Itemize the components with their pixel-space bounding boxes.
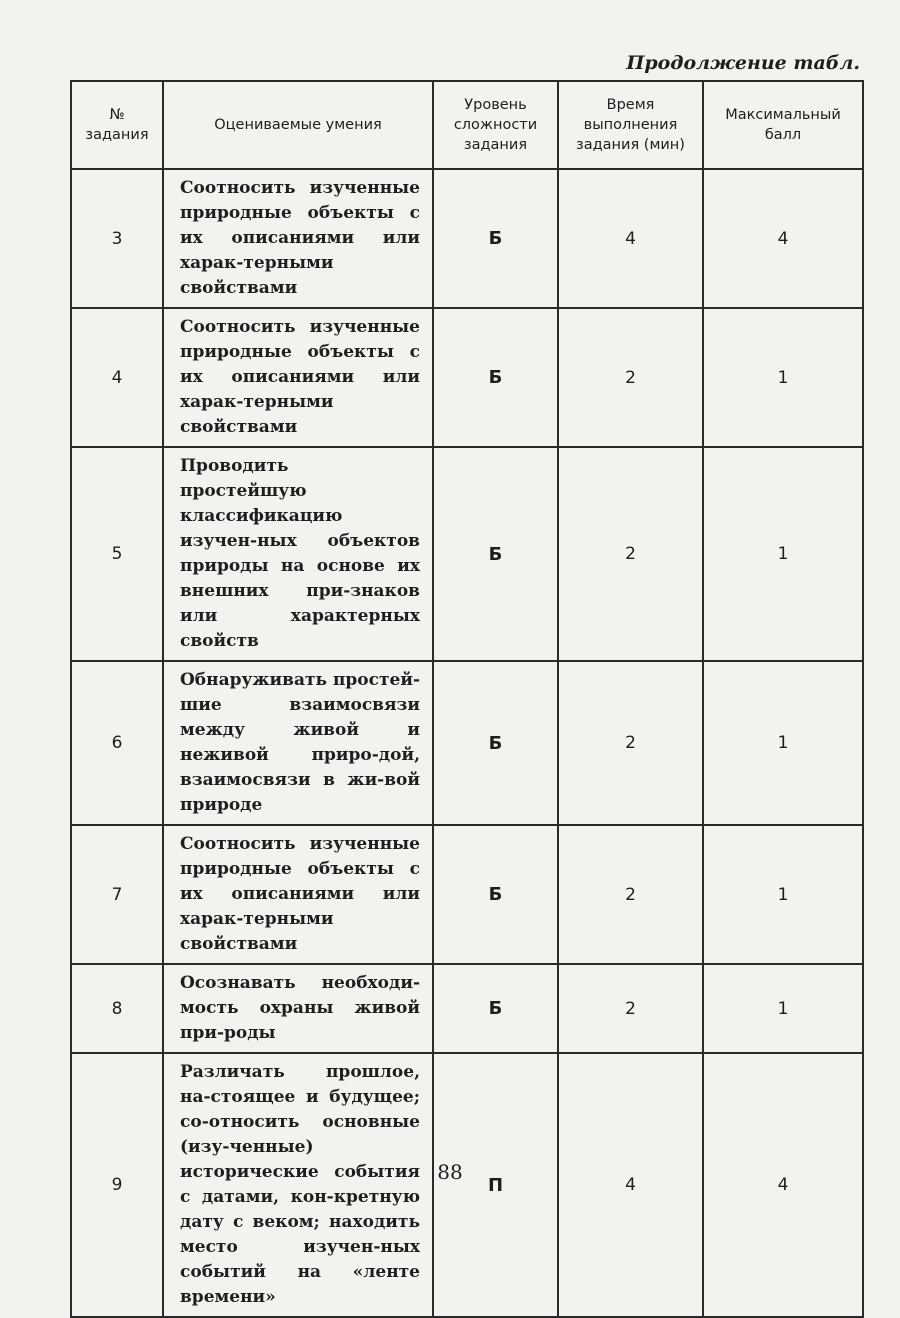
max-score-cell: 1 <box>703 825 863 964</box>
time-cell: 2 <box>558 964 703 1053</box>
max-score-cell: 4 <box>703 1053 863 1317</box>
difficulty-level-cell: Б <box>433 169 558 308</box>
max-score-cell: 1 <box>703 308 863 447</box>
skill-cell: Соотносить изученные природные объекты с их описаниями или харак-терными свойствами <box>163 825 433 964</box>
table-row <box>71 447 863 661</box>
time-cell: 4 <box>558 1053 703 1317</box>
max-score-cell: 4 <box>703 169 863 308</box>
skill-cell: Проводить простейшую классификацию изучен-ных объектов природы на основе их внешних при-знаков или характерных свойств <box>163 447 433 661</box>
max-score-cell: 1 <box>703 964 863 1053</box>
time-cell: 4 <box>558 169 703 308</box>
skill-cell: Различать прошлое, на-стоящее и будущее; со-относить основные (изу-ченные) исторические события с датами, кон-кретную дату с веком; находить место изучен-ных событий на «ленте времени» <box>163 1053 433 1317</box>
header-level: Уровень сложности задания <box>433 81 558 169</box>
time-cell: 2 <box>558 825 703 964</box>
time-cell: 2 <box>558 661 703 825</box>
header-num: № задания <box>71 81 163 169</box>
task-number-cell: 3 <box>71 169 163 308</box>
skill-cell: Соотносить изученные природные объекты с их описаниями или харак-терными свойствами <box>163 308 433 447</box>
difficulty-level-cell: Б <box>433 447 558 661</box>
difficulty-level-cell: Б <box>433 661 558 825</box>
task-number-cell: 6 <box>71 661 163 825</box>
difficulty-level-cell: Б <box>433 308 558 447</box>
skill-cell: Осознавать необходи-мость охраны живой при-роды <box>163 964 433 1053</box>
time-cell: 2 <box>558 447 703 661</box>
difficulty-level-cell: П <box>433 1053 558 1317</box>
task-number-cell: 7 <box>71 825 163 964</box>
table-caption: Продолжение табл. <box>626 52 860 74</box>
difficulty-level-cell: Б <box>433 825 558 964</box>
task-number-cell: 4 <box>71 308 163 447</box>
header-skill: Оцениваемые умения <box>163 81 433 169</box>
header-score: Максимальный балл <box>703 81 863 169</box>
skill-cell: Соотносить изученные природные объекты с их описаниями или харак-терными свойствами <box>163 169 433 308</box>
time-cell: 2 <box>558 308 703 447</box>
table-row <box>71 308 863 447</box>
assessment-table <box>70 80 864 1318</box>
max-score-cell: 1 <box>703 447 863 661</box>
skill-cell: Обнаруживать простей-шие взаимосвязи между живой и неживой приро-дой, взаимосвязи в жи-вой природе <box>163 661 433 825</box>
table-row <box>71 169 863 308</box>
table-row <box>71 825 863 964</box>
header-time: Время выполнения задания (мин) <box>558 81 703 169</box>
task-number-cell: 5 <box>71 447 163 661</box>
table-row <box>71 964 863 1053</box>
max-score-cell: 1 <box>703 661 863 825</box>
table-row <box>71 1053 863 1317</box>
task-number-cell: 9 <box>71 1053 163 1317</box>
difficulty-level-cell: Б <box>433 964 558 1053</box>
task-number-cell: 8 <box>71 964 163 1053</box>
page-number: 88 <box>437 1160 463 1184</box>
table-header-row <box>71 81 863 169</box>
table-row <box>71 661 863 825</box>
